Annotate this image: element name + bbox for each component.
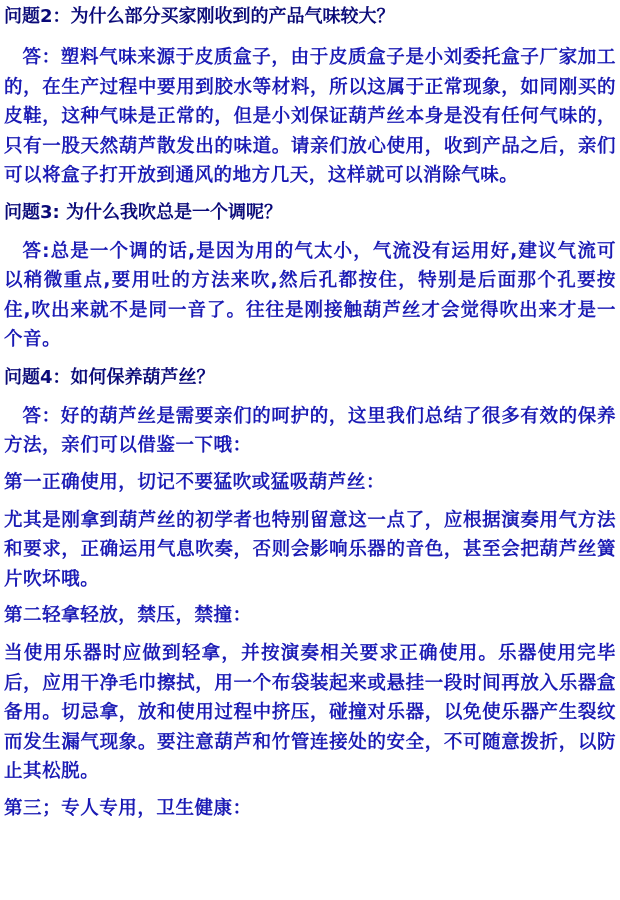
- tip-1-heading: 第一正确使用，切记不要猛吹或猛吸葫芦丝：: [4, 471, 386, 493]
- answer-2-paragraph: 答：塑料气味来源于皮质盒子，由于皮质盒子是小刘委托盒子厂家加工的，在生产过程中要用到胶水等材料，所以这属于正常现象，如同刚买的皮鞋，这种气味是正常的，但是小刘保证葫芦丝本身是没有任何气味的，只有一股天然葫芦散发出的味道。请亲们放心使用，收到产品之后，亲们可以将盒子打开放到通风的地方几天，这样就可以消除气味。: [4, 47, 616, 186]
- tip-2-heading: 第二轻拿轻放，禁压，禁撞：: [4, 605, 252, 626]
- tip-2-paragraph: 当使用乐器时应做到轻拿，并按演奏相关要求正确使用。乐器使用完毕后，应用干净毛巾擦拭，用一个布袋装起来或悬挂一段时间再放入乐器盒备用。切忌拿，放和使用过程中挤压，碰撞对乐器，以免使乐器产生裂纹而发生漏气现象。要注意葫芦和竹管连接处的安全，不可随意拨折，以防止其松脱。: [4, 643, 616, 782]
- tip-3-heading: 第三；专人专用，卫生健康：: [4, 797, 252, 819]
- question-2-heading: 问题2：为什么部分买家刚收到的产品气味较大？: [4, 6, 395, 27]
- answer-4-paragraph: 答：好的葫芦丝是需要亲们的呵护的，这里我们总结了很多有效的保养方法，亲们可以借鉴一下哦：: [4, 405, 616, 456]
- answer-3-paragraph: 答:总是一个调的话,是因为用的气太小，气流没有运用好,建议气流可以稍微重点,要用吐的方法来吹,然后孔都按住，特别是后面那个孔要按住,吹出来就不是同一音了。往往是刚接触葫芦丝才会觉得吹出来才是一个音。: [4, 240, 616, 350]
- question-4-heading: 问题4：如何保养葫芦丝？: [4, 366, 215, 388]
- question-3-heading: 问题3: 为什么我吹总是一个调呢？: [4, 201, 282, 223]
- tip-1-paragraph: 尤其是刚拿到葫芦丝的初学者也特别留意这一点了，应根据演奏用气方法和要求，正确运用气息吹奏，否则会影响乐器的音色，甚至会把葫芦丝簧片吹坏哦。: [4, 509, 616, 590]
